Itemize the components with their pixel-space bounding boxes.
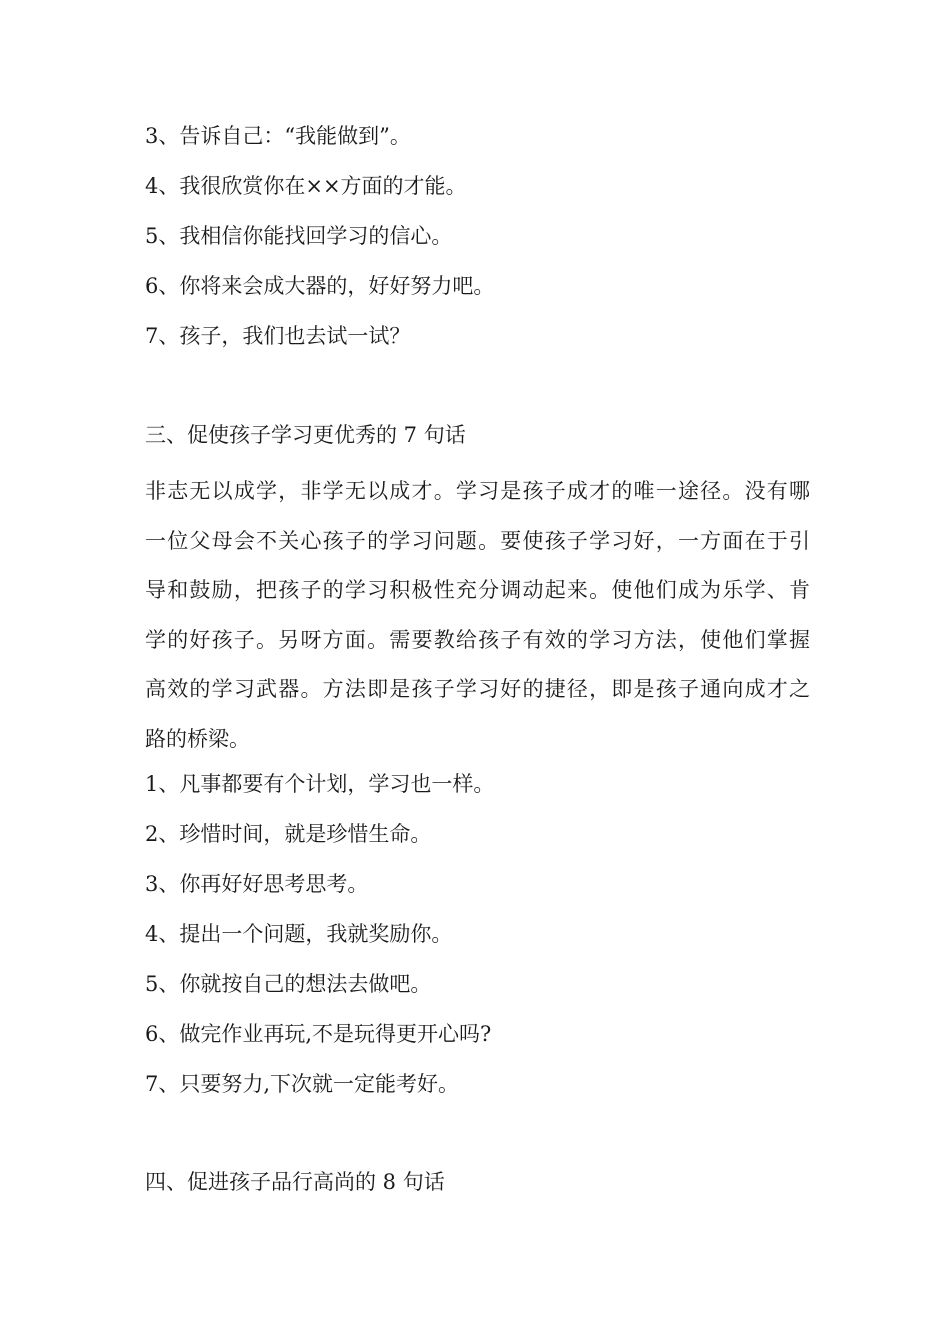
paragraph-line: 学的好孩子。另呀方面。需要教给孩子有效的学习方法，使他们掌握 bbox=[145, 627, 810, 652]
section-heading: 三、促使孩子学习更优秀的 7 句话 bbox=[145, 423, 466, 447]
list-item: 6、你将来会成大器的，好好努力吧。 bbox=[145, 274, 495, 298]
list-item: 5、你就按自己的想法去做吧。 bbox=[145, 972, 432, 996]
paragraph-line: 一位父母会不关心孩子的学习问题。要使孩子学习好，一方面在于引 bbox=[145, 528, 810, 553]
list-item: 4、我很欣赏你在××方面的才能。 bbox=[145, 174, 467, 198]
list-item: 5、我相信你能找回学习的信心。 bbox=[145, 224, 453, 248]
paragraph-line: 路的桥梁。 bbox=[145, 726, 250, 751]
list-item: 3、你再好好思考思考。 bbox=[145, 872, 369, 896]
section-heading: 四、促进孩子品行高尚的 8 句话 bbox=[145, 1170, 445, 1194]
paragraph-line: 导和鼓励，把孩子的学习积极性充分调动起来。使他们成为乐学、肯 bbox=[145, 578, 810, 602]
section-paragraph bbox=[145, 467, 810, 764]
list-item: 6、做完作业再玩,不是玩得更开心吗? bbox=[145, 1022, 492, 1046]
paragraph-line: 非志无以成学，非学无以成才。学习是孩子成才的唯一途径。没有哪 bbox=[145, 479, 810, 503]
list-item: 3、告诉自己：“我能做到”。 bbox=[145, 124, 411, 148]
list-item: 7、孩子，我们也去试一试？ bbox=[145, 324, 411, 348]
list-item: 2、珍惜时间，就是珍惜生命。 bbox=[145, 822, 432, 846]
list-item: 7、只要努力,下次就一定能考好。 bbox=[145, 1072, 460, 1096]
paragraph-line: 高效的学习武器。方法即是孩子学习好的捷径，即是孩子通向成才之 bbox=[145, 677, 810, 701]
list-item: 4、提出一个问题，我就奖励你。 bbox=[145, 922, 453, 946]
list-item: 1、凡事都要有个计划，学习也一样。 bbox=[145, 772, 495, 796]
